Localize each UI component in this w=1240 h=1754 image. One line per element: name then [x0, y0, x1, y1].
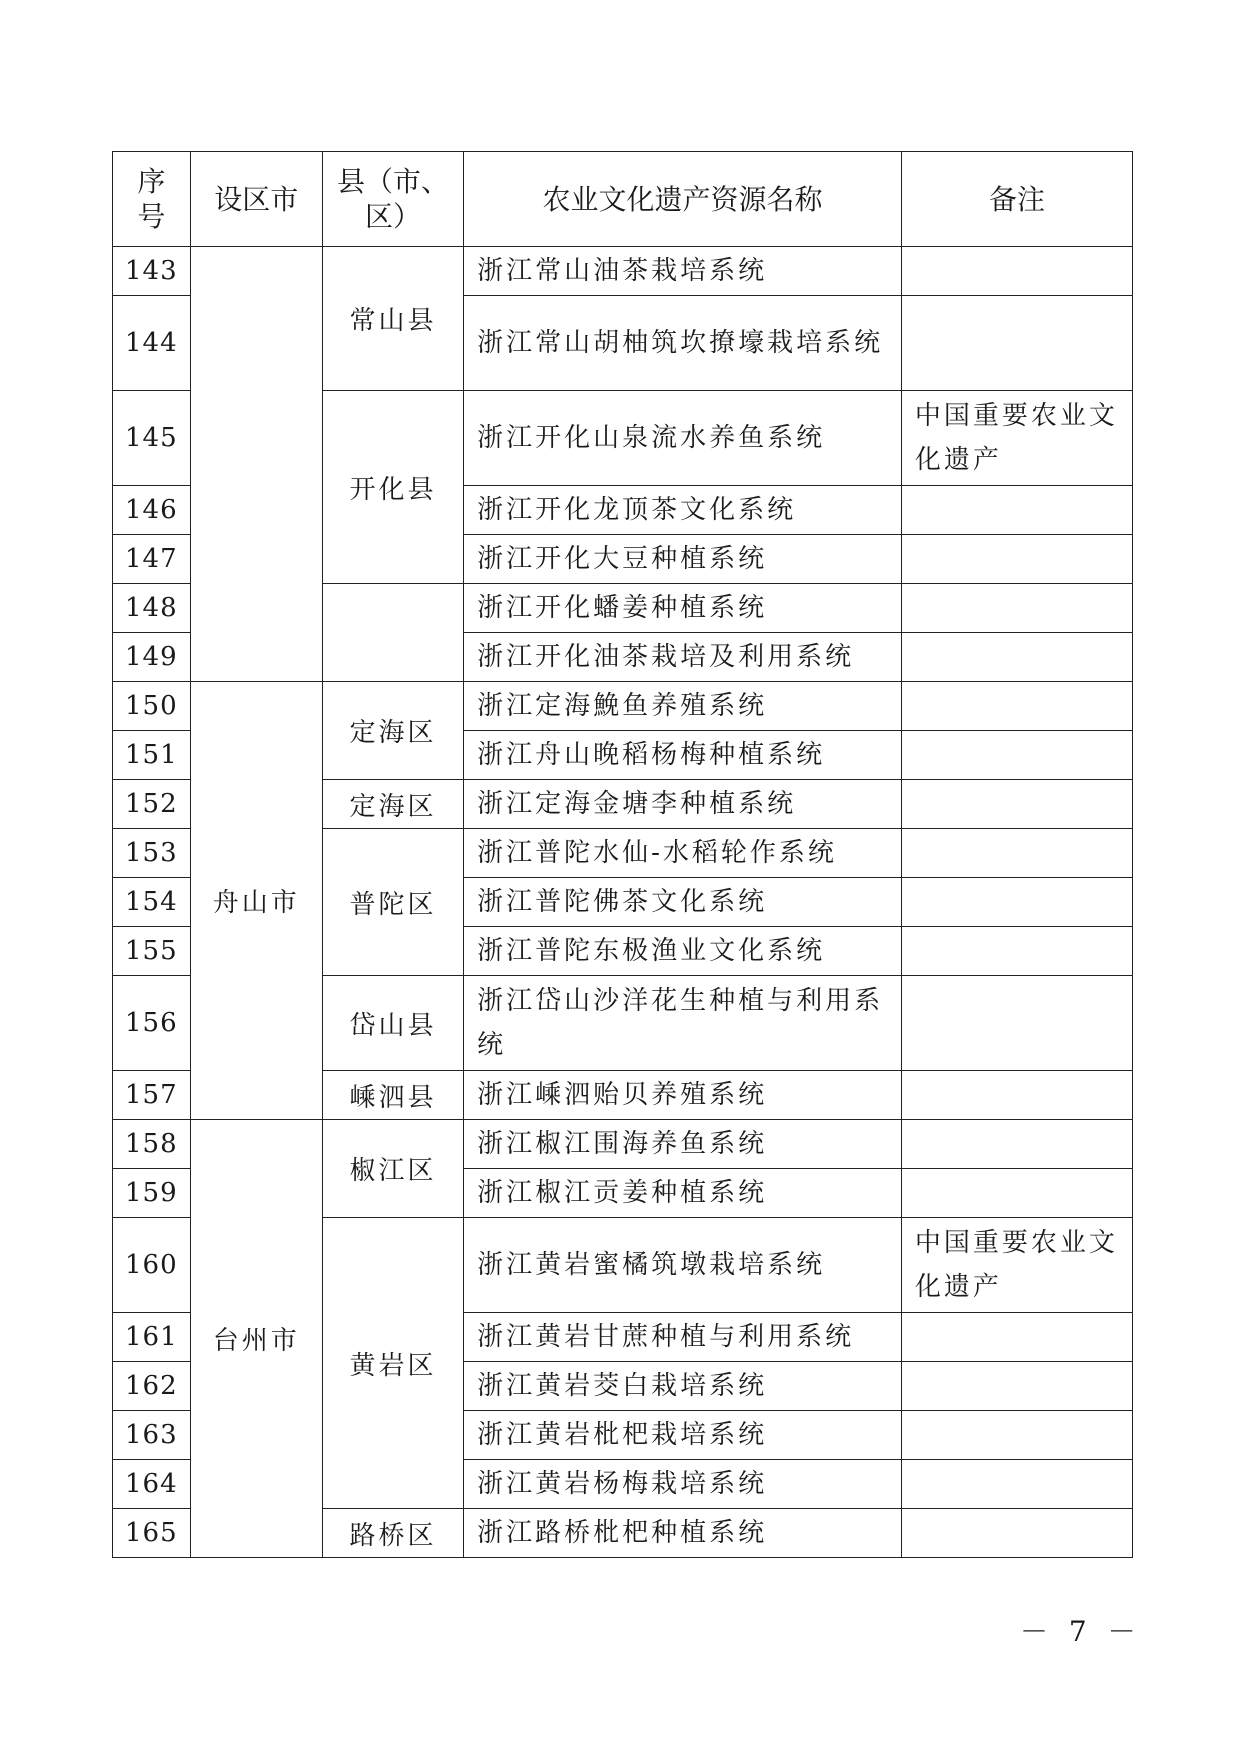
table-header-row: [113, 152, 1133, 247]
heritage-name: 浙江普陀水仙-水稻轮作系统: [464, 829, 902, 878]
county-cell: 嵊泗县: [322, 1071, 463, 1120]
row-number: 157: [113, 1071, 191, 1120]
remark-cell: [901, 682, 1132, 731]
row-number: 161: [113, 1313, 191, 1362]
heritage-name: 浙江开化大豆种植系统: [464, 535, 902, 584]
row-number: 146: [113, 486, 191, 535]
county-cell: 定海区: [322, 682, 463, 780]
remark-cell: [901, 1460, 1132, 1509]
heritage-name: 浙江黄岩蜜橘筑墩栽培系统: [464, 1218, 902, 1313]
remark-cell: [901, 584, 1132, 633]
remark-cell: [901, 296, 1132, 391]
header-name: 农业文化遗产资源名称: [464, 152, 902, 247]
county-cell-empty: [322, 584, 463, 682]
county-cell: 岱山县: [322, 976, 463, 1071]
remark-cell: [901, 247, 1132, 296]
row-number: 160: [113, 1218, 191, 1313]
header-seq: 序号: [113, 152, 191, 247]
table-row: [113, 1120, 1133, 1169]
remark-cell: [901, 976, 1132, 1071]
heritage-name: 浙江椒江围海养鱼系统: [464, 1120, 902, 1169]
heritage-name: 浙江黄岩茭白栽培系统: [464, 1362, 902, 1411]
row-number: 158: [113, 1120, 191, 1169]
heritage-name: 浙江普陀东极渔业文化系统: [464, 927, 902, 976]
heritage-name: 浙江路桥枇杷种植系统: [464, 1509, 902, 1558]
row-number: 143: [113, 247, 191, 296]
remark-cell: [901, 1411, 1132, 1460]
county-cell: 路桥区: [322, 1509, 463, 1558]
row-number: 162: [113, 1362, 191, 1411]
county-cell: 开化县: [322, 391, 463, 584]
heritage-name: 浙江岱山沙洋花生种植与利用系统: [464, 976, 902, 1071]
row-number: 148: [113, 584, 191, 633]
row-number: 150: [113, 682, 191, 731]
row-number: 163: [113, 1411, 191, 1460]
remark-cell: [901, 780, 1132, 829]
remark-cell: [901, 829, 1132, 878]
heritage-name: 浙江开化油茶栽培及利用系统: [464, 633, 902, 682]
heritage-name: 浙江开化山泉流水养鱼系统: [464, 391, 902, 486]
heritage-table: [112, 151, 1133, 1558]
remark-cell: [901, 486, 1132, 535]
row-number: 151: [113, 731, 191, 780]
remark-cell: [901, 633, 1132, 682]
row-number: 164: [113, 1460, 191, 1509]
row-number: 145: [113, 391, 191, 486]
heritage-name: 浙江定海金塘李种植系统: [464, 780, 902, 829]
heritage-name: 浙江开化龙顶茶文化系统: [464, 486, 902, 535]
remark-cell: [901, 731, 1132, 780]
county-cell: 椒江区: [322, 1120, 463, 1218]
remark-cell: 中国重要农业文化遗产: [901, 391, 1132, 486]
heritage-name: 浙江嵊泗贻贝养殖系统: [464, 1071, 902, 1120]
table-row: [113, 682, 1133, 731]
header-city: 设区市: [190, 152, 322, 247]
remark-cell: [901, 535, 1132, 584]
heritage-name: 浙江黄岩枇杷栽培系统: [464, 1411, 902, 1460]
row-number: 155: [113, 927, 191, 976]
remark-cell: [901, 1362, 1132, 1411]
table-row: [113, 247, 1133, 296]
header-county: 县（市、区）: [322, 152, 463, 247]
remark-cell: [901, 1509, 1132, 1558]
city-cell: 台州市: [190, 1120, 322, 1558]
page-number: － 7 －: [1020, 1615, 1142, 1648]
city-cell: 舟山市: [190, 682, 322, 1120]
row-number: 153: [113, 829, 191, 878]
county-cell: 普陀区: [322, 829, 463, 976]
heritage-name: 浙江椒江贡姜种植系统: [464, 1169, 902, 1218]
remark-cell: [901, 1313, 1132, 1362]
row-number: 149: [113, 633, 191, 682]
county-cell: 定海区: [322, 780, 463, 829]
remark-cell: 中国重要农业文化遗产: [901, 1218, 1132, 1313]
header-note: 备注: [901, 152, 1132, 247]
remark-cell: [901, 878, 1132, 927]
heritage-name: 浙江普陀佛茶文化系统: [464, 878, 902, 927]
row-number: 147: [113, 535, 191, 584]
heritage-name: 浙江黄岩甘蔗种植与利用系统: [464, 1313, 902, 1362]
heritage-name: 浙江黄岩杨梅栽培系统: [464, 1460, 902, 1509]
row-number: 165: [113, 1509, 191, 1558]
county-cell: 黄岩区: [322, 1218, 463, 1509]
row-number: 156: [113, 976, 191, 1071]
row-number: 154: [113, 878, 191, 927]
remark-cell: [901, 1120, 1132, 1169]
heritage-name: 浙江舟山晚稻杨梅种植系统: [464, 731, 902, 780]
heritage-name: 浙江开化蟠姜种植系统: [464, 584, 902, 633]
row-number: 144: [113, 296, 191, 391]
remark-cell: [901, 1071, 1132, 1120]
heritage-name: 浙江定海鮸鱼养殖系统: [464, 682, 902, 731]
row-number: 152: [113, 780, 191, 829]
remark-cell: [901, 927, 1132, 976]
city-cell-quzhou: [190, 247, 322, 682]
remark-cell: [901, 1169, 1132, 1218]
heritage-name: 浙江常山油茶栽培系统: [464, 247, 902, 296]
row-number: 159: [113, 1169, 191, 1218]
county-cell: 常山县: [322, 247, 463, 391]
heritage-name: 浙江常山胡柚筑坎撩壕栽培系统: [464, 296, 902, 391]
